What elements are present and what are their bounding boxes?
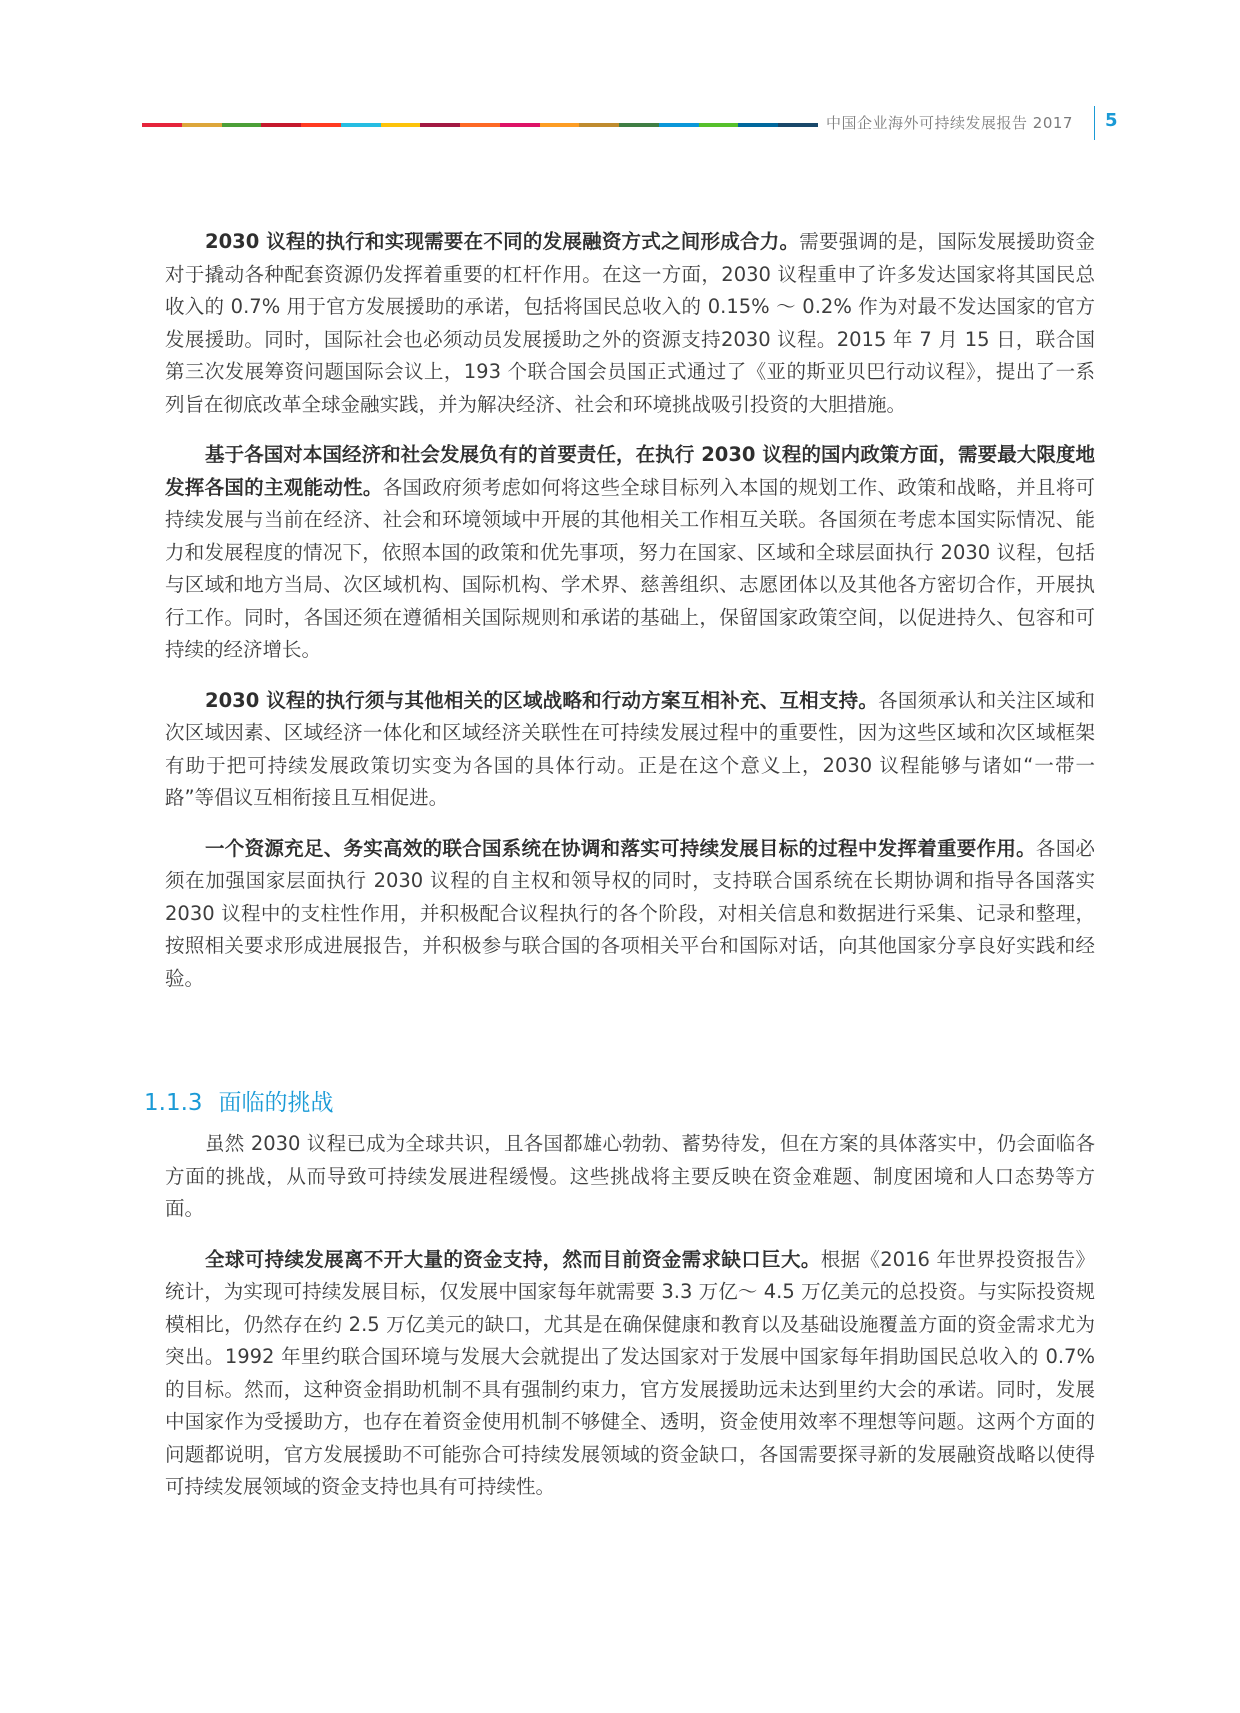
paragraph: [165, 226, 1095, 421]
section-title: 面临的挑战: [218, 1090, 334, 1116]
paragraph: [165, 439, 1095, 667]
sdg-color-segment: [460, 123, 500, 127]
paragraph-text: 需要强调的是，国际发展援助资金对于撬动各种配套资源仍发挥着重要的杠杆作用。在这一方面，2030 议程重申了许多发达国家将其国民总收入的 0.7% 用于官方发展援助的承诺，包括将国民总收入的 0.15% ～ 0.2% 作为对最不发达国家的官方发展援助。同时，国际社会也必须动员发展援助之外的资源支持2030 议程。2015 年 7 月 15 日，联合国第三次发展筹资问题国际会议上，193 个联合国会员国正式通过了《亚的斯亚贝巴行动议程》，提出了一系列旨在彻底改革全球金融实践，并为解决经济、社会和环境挑战吸引投资的大胆措施。: [165, 230, 1095, 416]
sdg-color-segment: [182, 123, 222, 127]
sdg-color-segment: [500, 123, 540, 127]
sdg-color-segment: [381, 123, 421, 127]
sdg-color-segment: [142, 123, 182, 127]
paragraph-lead: 2030 议程的执行须与其他相关的区域战略和行动方案互相补充、互相支持。: [205, 688, 879, 712]
paragraph-lead: 2030 议程的执行和实现需要在不同的发展融资方式之间形成合力。: [205, 230, 800, 253]
paragraph: [165, 1128, 1095, 1226]
sdg-color-segment: [738, 123, 778, 127]
paragraph: [165, 1244, 1095, 1504]
section-heading: [144, 1084, 334, 1117]
paragraph-text: 各国须承认和关注区域和次区域因素、区域经济一体化和区域经济关联性在可持续发展过程中的重要性，因为这些区域和次区域框架有助于把可持续发展政策切实变为各国的具体行动。正是在这个意义上，2030 议程能够与诸如“一带一路”等倡议互相衔接且互相促进。: [165, 688, 1095, 809]
header-divider: [1094, 106, 1095, 140]
sdg-color-bar: [142, 123, 818, 127]
sdg-color-segment: [222, 123, 262, 127]
paragraph-text: 根据《2016 年世界投资报告》统计，为实现可持续发展目标，仅发展中国家每年就需要 3.3 万亿～ 4.5 万亿美元的总投资。与实际投资规模相比，仍然存在约 2.5 万亿美元的缺口，尤其是在确保健康和教育以及基础设施覆盖方面的资金需求尤为突出。1992 年里约联合国环境与发展大会就提出了发达国家对于发展中国家每年捐助国民总收入的 0.7% 的目标。然而，这种资金捐助机制不具有强制约束力，官方发展援助远未达到里约大会的承诺。同时，发展中国家作为受援助方，也存在着资金使用机制不够健全、透明，资金使用效率不理想等问题。这两个方面的问题都说明，官方发展援助不可能弥合可持续发展领域的资金缺口，各国需要探寻新的发展融资战略以使得可持续发展领域的资金支持也具有可持续性。: [165, 1247, 1095, 1498]
paragraph-text: 虽然 2030 议程已成为全球共识，且各国都雄心勃勃、蓄势待发，但在方案的具体落实中，仍会面临各方面的挑战，从而导致可持续发展进程缓慢。这些挑战将主要反映在资金难题、制度困境和人口态势等方面。: [165, 1132, 1095, 1220]
sdg-color-segment: [540, 123, 580, 127]
paragraph-text: 各国必须在加强国家层面执行 2030 议程的自主权和领导权的同时，支持联合国系统在长期协调和指导各国落实 2030 议程中的支柱性作用，并积极配合议程执行的各个阶段，对相关信息和数据进行采集、记录和整理，按照相关要求形成进展报告，并积极参与联合国的各项相关平台和国际对话，向其他国家分享良好实践和经验。: [165, 836, 1095, 990]
sdg-color-segment: [420, 123, 460, 127]
sdg-color-segment: [341, 123, 381, 127]
paragraph-lead: 基于各国对本国经济和社会发展负有的首要责任，在执行 2030 议程的国内政策方面，需要最大限度地发挥各国的主观能动性。: [165, 443, 1095, 499]
sdg-color-segment: [659, 123, 699, 127]
section-content: [165, 1128, 1095, 1522]
paragraph-text: 各国政府须考虑如何将这些全球目标列入本国的规划工作、政策和战略，并且将可持续发展与当前在经济、社会和环境领域中开展的其他相关工作相互关联。各国须在考虑本国实际情况、能力和发展程度的情况下，依照本国的政策和优先事项，努力在国家、区域和全球层面执行 2030 议程，包括与区域和地方当局、次区域机构、国际机构、学术界、慈善组织、志愿团体以及其他各方密切合作，开展执行工作。同时，各国还须在遵循相关国际规则和承诺的基础上，保留国家政策空间，以促进持久、包容和可持续的经济增长。: [165, 475, 1095, 661]
sdg-color-segment: [261, 123, 301, 127]
paragraph-lead: 一个资源充足、务实高效的联合国系统在协调和落实可持续发展目标的过程中发挥着重要作用。: [205, 836, 1036, 860]
report-title: 中国企业海外可持续发展报告 2017: [826, 114, 1073, 132]
paragraph: [165, 833, 1095, 996]
sdg-color-segment: [579, 123, 619, 127]
body-content: [165, 226, 1095, 1013]
paragraph: [165, 685, 1095, 815]
paragraph-lead: 全球可持续发展离不开大量的资金支持，然而目前资金需求缺口巨大。: [205, 1247, 821, 1271]
section-number: 1.1.3: [144, 1090, 203, 1116]
sdg-color-segment: [778, 123, 818, 127]
sdg-color-segment: [699, 123, 739, 127]
sdg-color-segment: [619, 123, 659, 127]
sdg-color-segment: [301, 123, 341, 127]
page-number: 5: [1105, 110, 1118, 131]
